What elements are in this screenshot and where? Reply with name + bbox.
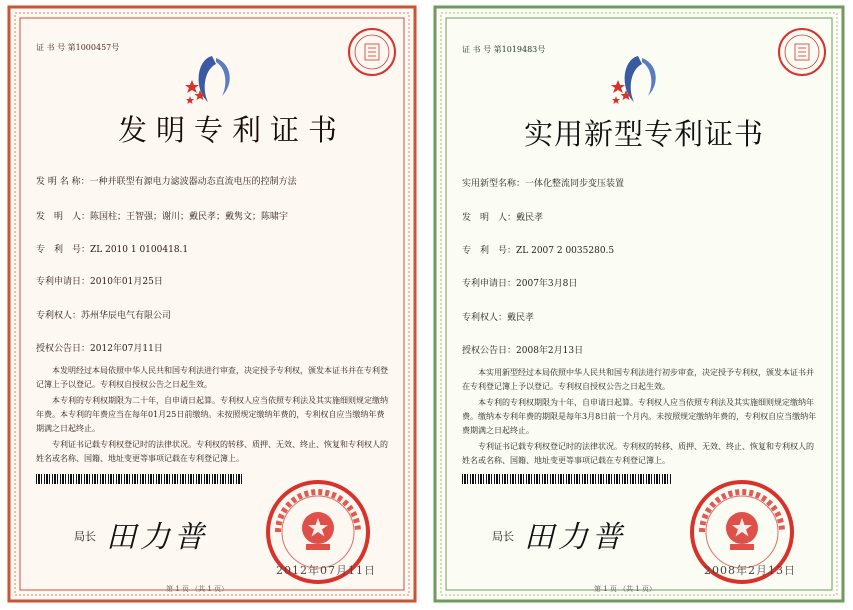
certificate-title: 发明专利证书 (118, 113, 347, 147)
barcode (462, 474, 672, 484)
field-label: 专利申请日： (36, 277, 91, 287)
field-application-date (36, 274, 163, 287)
director-label: 局长 (74, 530, 96, 543)
field-label: 实用新型名称： (462, 179, 526, 189)
field-value: 2007年3月8日 (516, 279, 578, 289)
field-value: 戴民孝 (516, 213, 544, 223)
field-value: 2012年07月11日 (90, 344, 163, 354)
field-value: 苏州华辰电气有限公司 (81, 311, 172, 321)
body-paragraph: 专利证书记载专利权登记时的法律状况。专利权的转移、质押、无效、终止、恢复和专利权人的姓名或名称、国籍、地址变更等事项记载在专利登记簿上。 (462, 442, 814, 465)
utility-model-certificate (432, 4, 846, 604)
field-label: 发 明 人： (462, 213, 517, 223)
director-signature: 田力普 (524, 520, 626, 555)
field-utility-model-name (462, 176, 624, 189)
field-grant-date (462, 343, 583, 356)
seal-date: 2012年07月11日 (276, 564, 376, 577)
field-application-date (462, 276, 577, 289)
certificate-number: 证 书 号 第1019483号 (462, 45, 546, 54)
sipo-logo-icon (608, 50, 668, 108)
field-patentee (462, 310, 534, 323)
field-value: 陈国柱；王智强；谢川；戴民孝；戴隽文；陈啸宇 (90, 212, 289, 222)
director-label: 局长 (492, 530, 514, 543)
field-label: 授权公告日： (462, 346, 517, 356)
field-patent-number (462, 243, 614, 256)
page-footer: 第 1 页 （共 1 页） (166, 585, 229, 593)
field-patent-number (36, 242, 188, 255)
field-label: 专 利 号： (462, 246, 517, 256)
body-paragraph: 本发明经过本局依照中华人民共和国专利法进行审查，决定授予专利权，颁发本证书并在专利登记簿上予以登记。专利权自授权公告之日起生效。 (36, 366, 388, 389)
field-value: 一体化整流同步变压装置 (525, 179, 625, 189)
field-label: 专 利 号： (36, 245, 91, 255)
field-label: 发 明 人： (36, 212, 91, 222)
field-value: ZL 2007 2 0035280.5 (516, 246, 615, 256)
field-value: 一种并联型有源电力滤波器动态直流电压的控制方法 (89, 177, 297, 187)
patent-office-seal-icon (346, 26, 398, 78)
barcode (36, 474, 244, 484)
field-value: 戴民孝 (507, 313, 535, 323)
field-value: 2010年01月25日 (90, 277, 163, 287)
field-label: 授权公告日： (36, 344, 91, 354)
certificate-number: 证 书 号 第1000457号 (36, 43, 120, 52)
field-label: 专利申请日： (462, 279, 517, 289)
field-label: 专利权人： (36, 311, 82, 321)
page-footer: 第 1 页 （共 1 页） (594, 585, 657, 593)
field-value: 2008年2月13日 (516, 346, 584, 356)
body-paragraph: 专利证书记载专利权登记时的法律状况。专利权的转移、质押、无效、终止、恢复和专利权人的姓名或名称、国籍、地址变更等事项记载在专利登记簿上。 (36, 440, 388, 463)
certificate-title: 实用新型专利证书 (524, 117, 765, 151)
patent-office-seal-icon (776, 26, 828, 78)
director-signature: 田力普 (106, 520, 208, 555)
body-paragraph: 本专利的专利权期限为十年，自申请日起算。专利权人应当依照专利法及其实施细则规定缴纳年费。缴纳本专利年费的期限是每年3月8日前一个月内。未按照规定缴纳年费的，专利权自应当缴纳年费期满之日起终止。 (462, 398, 817, 435)
field-inventors (462, 210, 543, 223)
field-label: 专利权人： (462, 313, 508, 323)
field-grant-date (36, 341, 163, 354)
field-patentee (36, 308, 171, 321)
field-value: ZL 2010 1 0100418.1 (90, 245, 189, 255)
seal-date: 2008年2月13日 (704, 564, 796, 577)
body-paragraph: 本实用新型经过本局依照中华人民共和国专利法进行初步审查，决定授予专利权，颁发本证书并在专利登记簿上予以登记。专利权自授权公告之日起生效。 (462, 368, 814, 391)
sipo-logo-icon (182, 50, 242, 108)
field-label: 发 明 名 称： (36, 177, 90, 187)
invention-patent-certificate (6, 4, 418, 604)
body-paragraph: 本专利的专利权期限为二十年，自申请日起算。专利权人应当依照专利法及其实施细则规定缴纳年费。本专利的年费应当在每年01月25日前缴纳。未按照规定缴纳年费的，专利权自应当缴纳年费期满之日起终止。 (36, 396, 388, 433)
field-inventors (36, 209, 288, 222)
field-invention-name (36, 174, 297, 187)
